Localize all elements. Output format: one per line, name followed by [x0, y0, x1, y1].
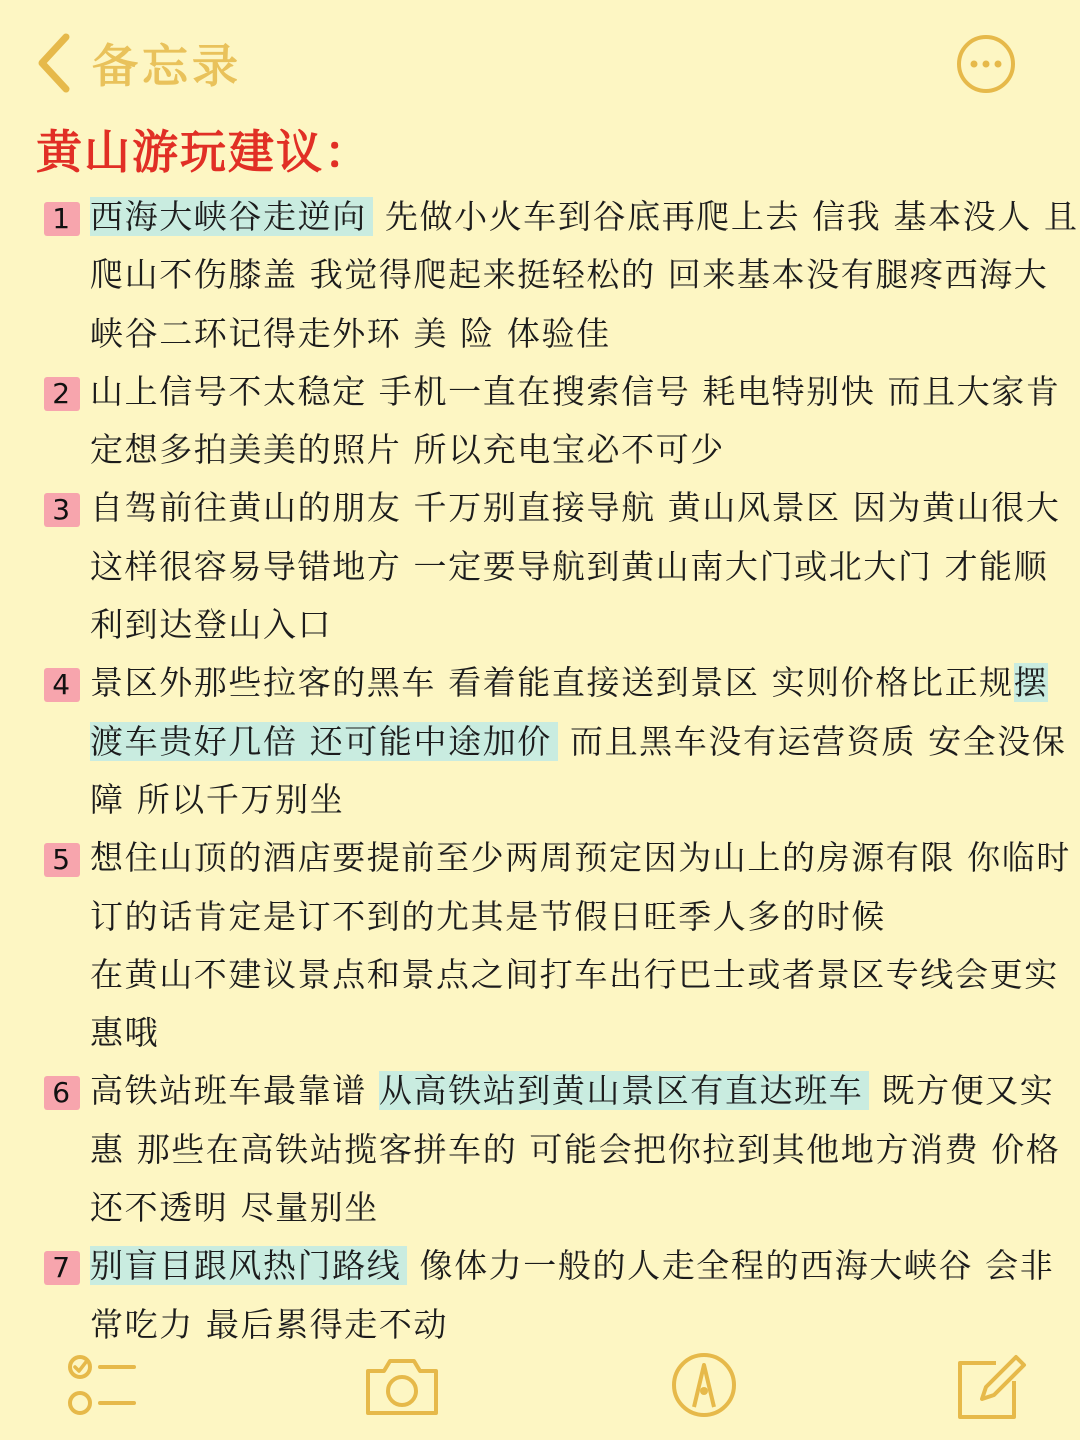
list-item [0, 188, 1080, 363]
item-text: 想住山顶的酒店要提前至少两周预定因为山上的房源有限 你临时订的话肯定是订不到的尤其是节假日旺季人多的时候 [90, 838, 1071, 936]
list-item [0, 829, 1080, 1062]
item-text: 在黄山不建议景点和景点之间打车出行巴士或者景区专线会更实惠哦 [90, 954, 1059, 1053]
back-label: 备忘录 [92, 39, 242, 93]
navigation-bar [0, 0, 1080, 120]
item-text: 自驾前往黄山的朋友 千万别直接导航 黄山风景区 因为黄山很大 这样很容易导错地方 一定要导航到黄山南大门或北大门 才能顺利到达登山入口 [90, 488, 1061, 645]
item-text: 山上信号不太稳定 手机一直在搜索信号 耗电特别快 而且大家肯定想多拍美美的照片 所以充电宝必不可少 [90, 371, 1061, 470]
item-text: 既方便又实惠 那些在高铁站揽客拼车的 可能会把你拉到其他地方消费 价格还不透明 尽量别坐 [90, 1071, 1061, 1228]
item-number-badge: 2 [44, 377, 80, 411]
item-number-badge: 5 [44, 843, 80, 877]
checklist-button[interactable] [64, 1345, 144, 1425]
list-item [0, 1062, 1080, 1237]
item-number-badge: 4 [44, 668, 80, 702]
list-item [0, 363, 1080, 480]
item-text: 先做小火车到谷底再爬上去 信我 基本没人 且爬山不伤膝盖 我觉得爬起来挺轻松的 回来基本没有腿疼西海大峡谷二环记得走外环 美 险 体验佳 [90, 197, 1079, 353]
chevron-left-icon [34, 31, 74, 95]
pen-tip-icon [664, 1345, 744, 1425]
list-item [0, 1237, 1080, 1354]
item-text: 像体力一般的人走全程的西海大峡谷 会非常吃力 最后累得走不动 [90, 1246, 1055, 1344]
compose-icon [950, 1345, 1030, 1425]
item-number-badge: 3 [44, 493, 80, 527]
checklist-icon [64, 1345, 144, 1425]
more-button[interactable] [956, 34, 1016, 94]
bottom-toolbar [0, 1345, 1080, 1440]
item-number-badge: 7 [44, 1251, 80, 1285]
note-title: 黄山游玩建议： [36, 125, 372, 179]
camera-icon [362, 1345, 442, 1425]
highlighted-text: 别盲目跟风热门路线 [90, 1246, 407, 1285]
item-text: 高铁站班车最靠谱 [90, 1071, 379, 1111]
item-number-badge: 6 [44, 1076, 80, 1110]
list-item [0, 479, 1080, 654]
back-button[interactable] [34, 30, 242, 96]
highlighted-text: 从高铁站到黄山景区有直达班车 [379, 1071, 869, 1110]
camera-button[interactable] [362, 1345, 442, 1425]
highlighted-text: 摆渡车贵好几倍 还可能中途加价 [90, 663, 1049, 761]
highlighted-text: 西海大峡谷走逆向 [90, 197, 373, 236]
more-dots-icon [956, 34, 1016, 94]
item-number-badge: 1 [44, 202, 80, 236]
item-text: 景区外那些拉客的黑车 看着能直接送到景区 实则价格比正规 [90, 663, 1014, 703]
item-text: 而且黑车没有运营资质 安全没保障 所以千万别坐 [90, 721, 1067, 819]
compose-button[interactable] [950, 1345, 1030, 1425]
markup-button[interactable] [664, 1345, 744, 1425]
note-body[interactable] [0, 188, 1080, 1354]
list-item [0, 654, 1080, 829]
